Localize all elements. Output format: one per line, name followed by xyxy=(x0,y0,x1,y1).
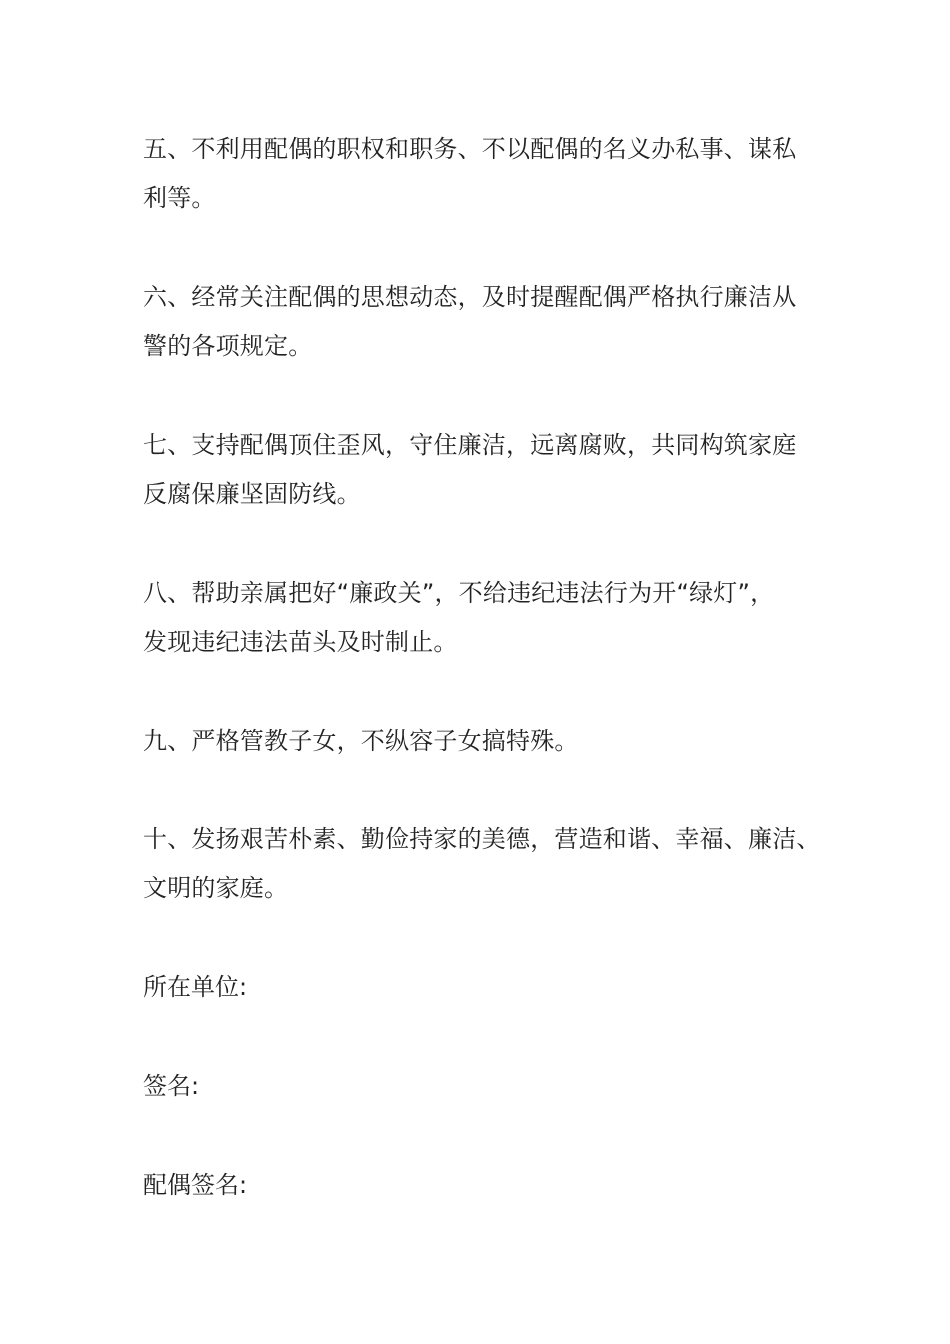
clause-10-line-2: 文明的家庭。 xyxy=(143,874,289,902)
clause-7-line-1: 七、支持配偶顶住歪风，守住廉洁，远离腐败，共同构筑家庭 xyxy=(143,431,797,459)
clause-9-line-1: 九、严格管教子女，不纵容子女搞特殊。 xyxy=(143,727,579,755)
clause-5-line-1: 五、不利用配偶的职权和职务、不以配偶的名义办私事、谋私 xyxy=(143,135,797,163)
clause-6-line-2: 警的各项规定。 xyxy=(143,332,313,360)
spouse-signature-field-label: 配偶签名: xyxy=(143,1171,248,1199)
clause-5 xyxy=(143,125,823,223)
clause-9 xyxy=(143,717,823,766)
clause-8 xyxy=(143,569,823,667)
clause-10 xyxy=(143,815,823,913)
clause-7-line-2: 反腐保廉坚固防线。 xyxy=(143,480,361,508)
signature-field-label: 签名: xyxy=(143,1072,200,1100)
clause-6-line-1: 六、经常关注配偶的思想动态，及时提醒配偶严格执行廉洁从 xyxy=(143,283,797,311)
clause-6 xyxy=(143,273,823,371)
clause-5-line-2: 利等。 xyxy=(143,184,216,212)
unit-field-label: 所在单位: xyxy=(143,973,248,1001)
clause-8-line-2: 发现违纪违法苗头及时制止。 xyxy=(143,628,458,656)
clause-10-line-1: 十、发扬艰苦朴素、勤俭持家的美德，营造和谐、幸福、廉洁、 xyxy=(143,825,821,853)
clause-8-line-1: 八、帮助亲属把好“廉政关”，不给违纪违法行为开“绿灯”， xyxy=(143,579,775,607)
clause-7 xyxy=(143,421,823,519)
document-content xyxy=(143,125,823,1260)
